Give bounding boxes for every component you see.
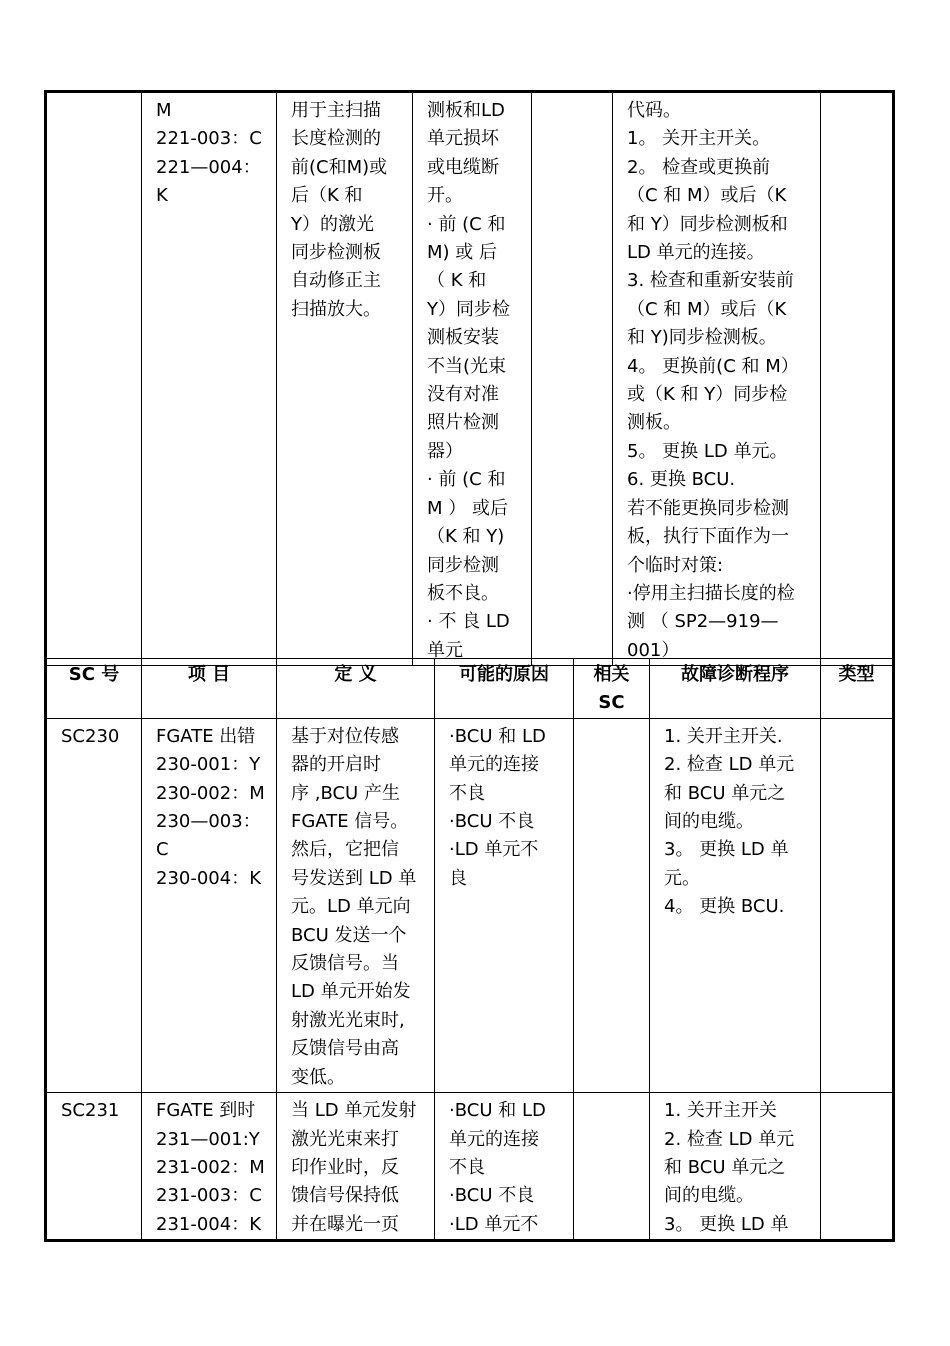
type-cell — [821, 92, 894, 666]
definition-cell: 用于主扫描 长度检测的 前(C和M)或 后（K 和 Y）的激光 同步检测板 自动修正主 扫描放大。 — [277, 92, 413, 666]
definition-cell: 基于对位传感 器的开启时 序 ,BCU 产生 FGATE 信号。 然后，它把信 号发送到 LD 单 元。LD 单元向 BCU 发送一个 反馈信号。当 LD 单元开始发 射激光光束时, 反馈信号由高 变低。 — [277, 718, 435, 1092]
related-sc-cell — [532, 92, 613, 666]
header-item: 项 目 — [142, 659, 277, 719]
procedure-cell: 1. 关开主开关. 2. 检查 LD 单元 和 BCU 单元之 间的电缆。 3。 更换 LD 单 元。 4。 更换 BCU. — [650, 718, 821, 1092]
continued-table — [44, 90, 895, 666]
sc-code-cell: SC230 — [46, 718, 142, 1092]
definition-cell: 当 LD 单元发射 激光光束来打 印作业时，反 馈信号保持低 并在曝光一页 — [277, 1093, 435, 1241]
related-sc-cell — [574, 718, 650, 1092]
sc-code-cell: SC231 — [46, 1093, 142, 1241]
sc-table — [44, 658, 895, 1242]
cause-cell: 测板和LD 单元损坏 或电缆断 开。 · 前 (C 和 M) 或 后 （ K 和 Y）同步检 测板安装 不当(光束 没有对准 照片检测 器） · 前 (C 和 M ） 或后 （K 和 Y) 同步检测 板不良。 · 不 良 LD 单元 — [413, 92, 532, 666]
procedure-cell: 1. 关开主开关 2. 检查 LD 单元 和 BCU 单元之 间的电缆。 3。 更换 LD 单 — [650, 1093, 821, 1241]
table-row — [46, 92, 894, 666]
procedure-cell: 代码。 1。 关开主开关。 2。 检查或更换前 （C 和 M）或后（K 和 Y）同步检测板和 LD 单元的连接。 3. 检查和重新安装前 （C 和 M）或后（K 和 Y)同步检测板。 4。 更换前(C 和 M） 或（K 和 Y）同步检 测板。 5。 更换 LD 单元。 6. 更换 BCU. 若不能更换同步检测 板，执行下面作为一 个临时对策: ·停用主扫描长度的检 测 （ SP2—919— 001） — [613, 92, 821, 666]
table-header-row — [46, 659, 894, 719]
header-procedure: 故障诊断程序 — [650, 659, 821, 719]
type-cell — [821, 1093, 894, 1241]
related-sc-cell — [574, 1093, 650, 1241]
cause-cell: ·BCU 和 LD 单元的连接 不良 ·BCU 不良 ·LD 单元不 良 — [435, 718, 574, 1092]
header-definition: 定 义 — [277, 659, 435, 719]
item-cell: FGATE 出错 230-001：Y 230-002：M 230—003： C 230-004：K — [142, 718, 277, 1092]
cause-cell: ·BCU 和 LD 单元的连接 不良 ·BCU 不良 ·LD 单元不 — [435, 1093, 574, 1241]
header-sc: SC 号 — [46, 659, 142, 719]
table-row — [46, 1093, 894, 1241]
sc-code-cell — [46, 92, 142, 666]
item-cell: FGATE 到时 231—001:Y 231-002：M 231-003：C 231-004：K — [142, 1093, 277, 1241]
header-cause: 可能的原因 — [435, 659, 574, 719]
item-cell: M 221-003：C 221—004： K — [142, 92, 277, 666]
type-cell — [821, 718, 894, 1092]
header-type: 类型 — [821, 659, 894, 719]
header-related-sc: 相关 SC — [574, 659, 650, 719]
table-row — [46, 718, 894, 1092]
